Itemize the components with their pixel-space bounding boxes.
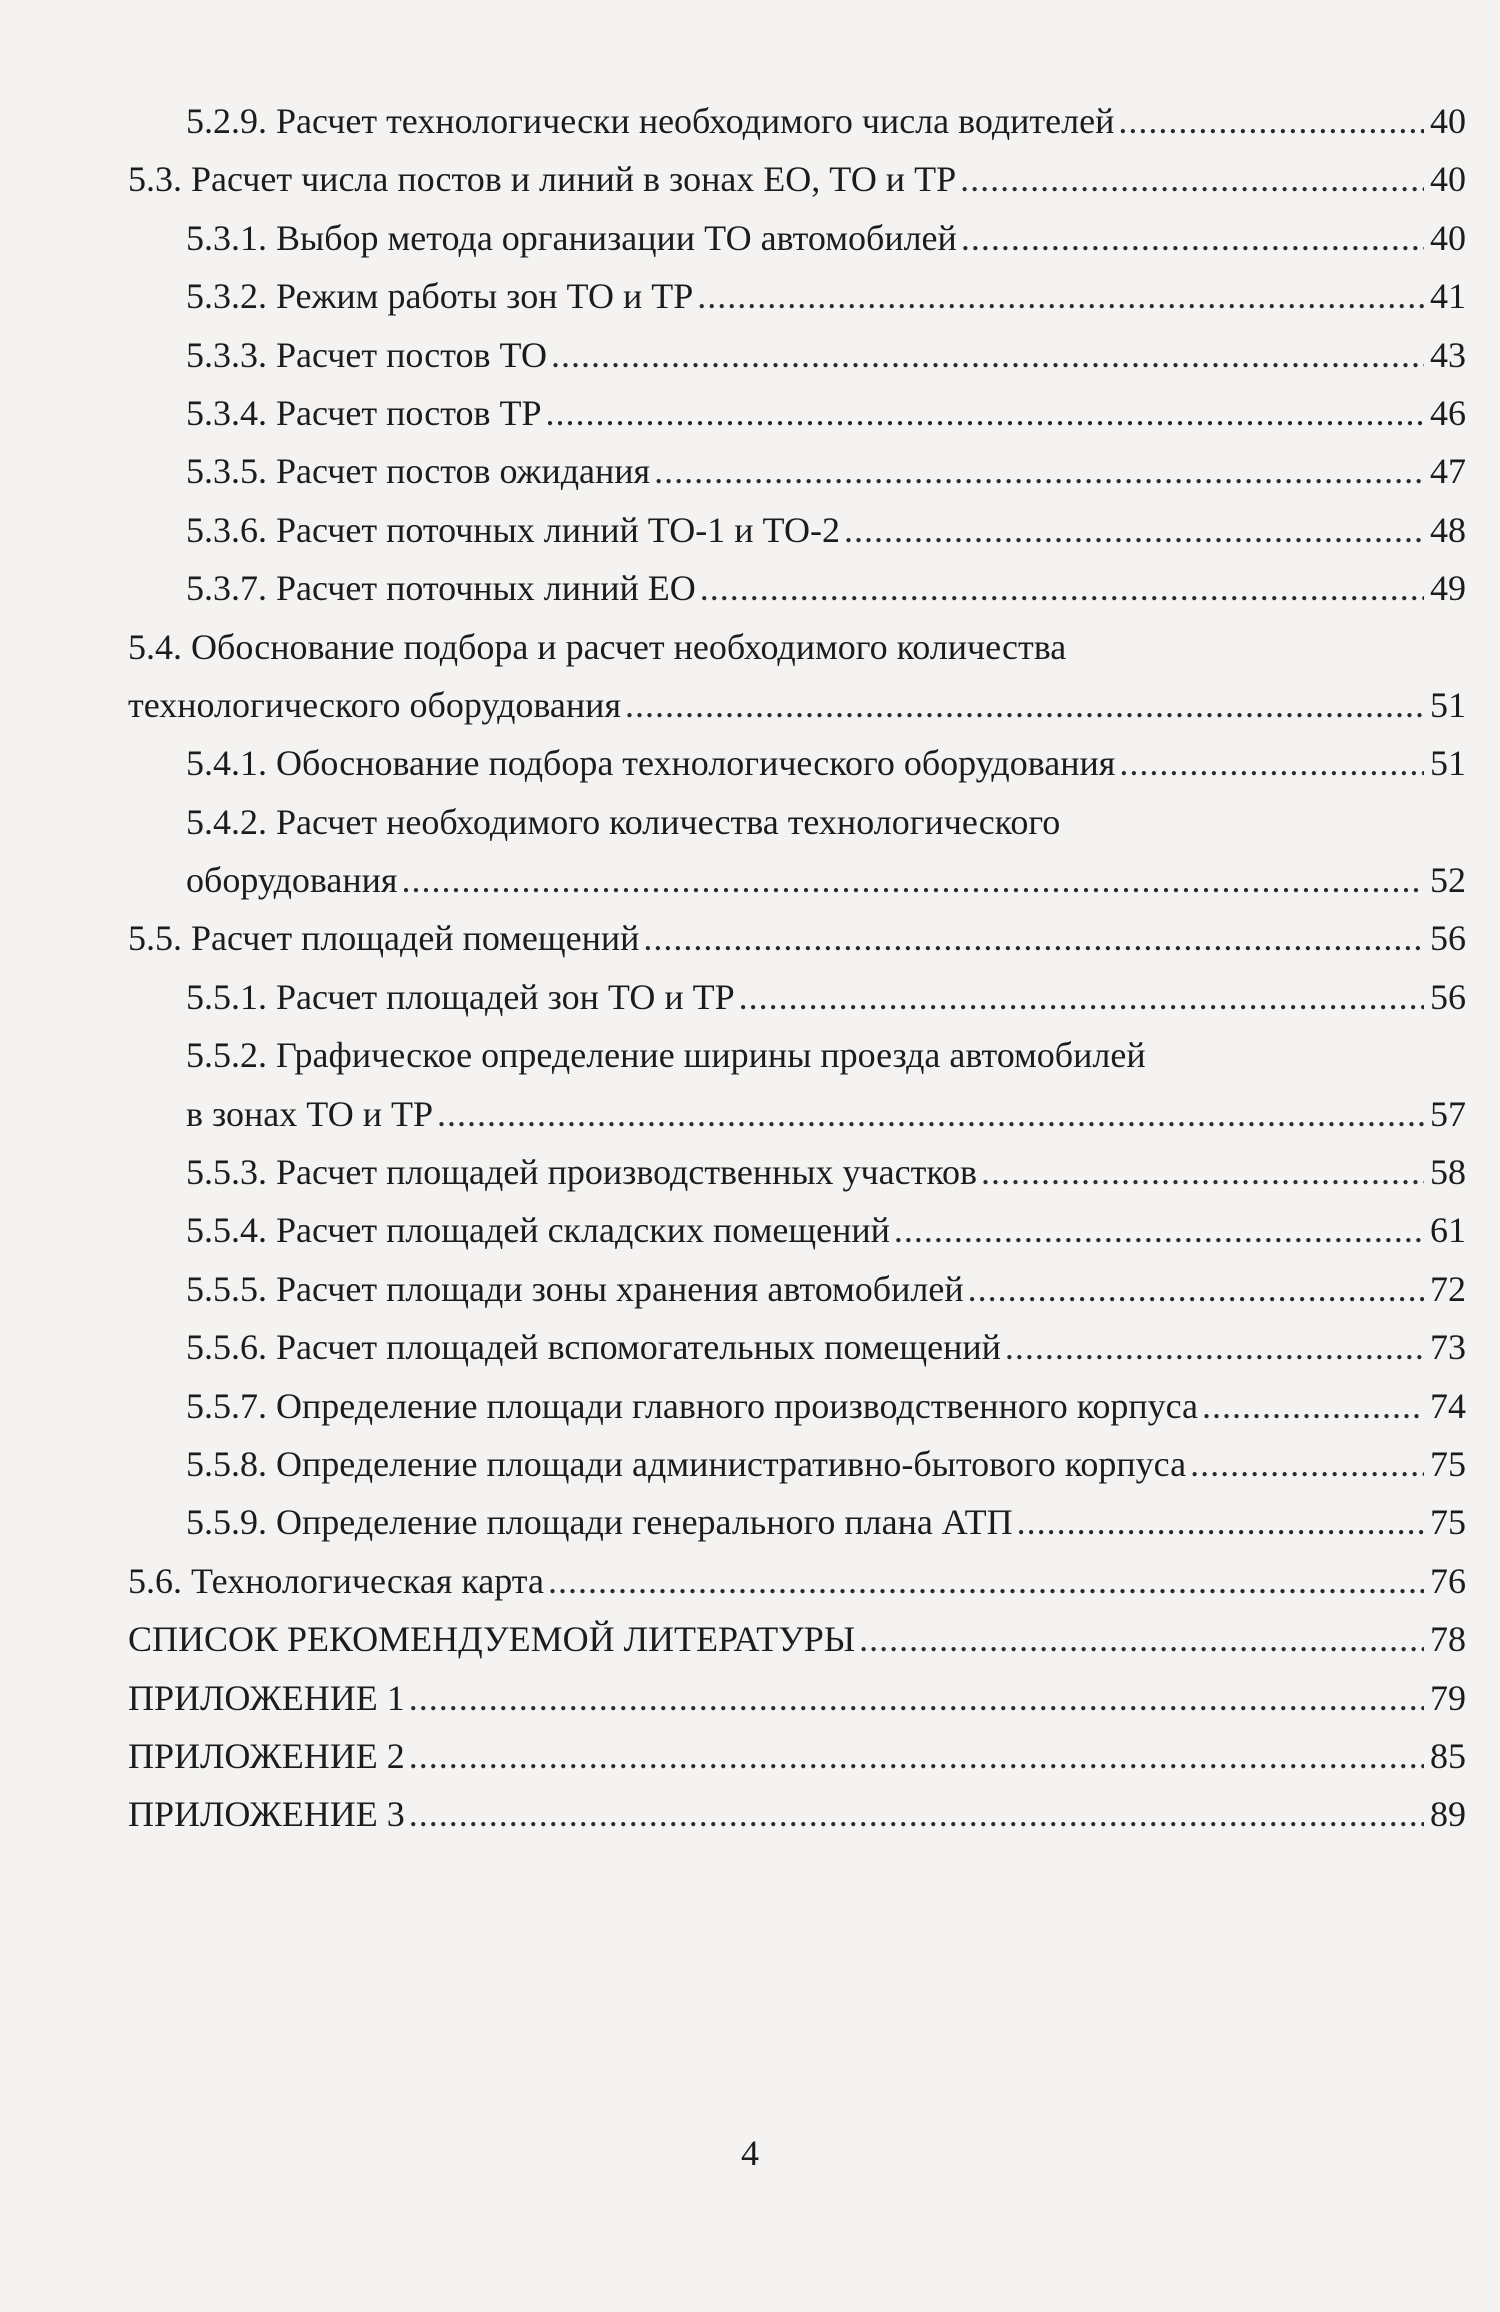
toc-entry xyxy=(0,1785,1500,1843)
dot-leader xyxy=(548,1552,1424,1610)
toc-entry-title: 5.5.7. Определение площади главного производственного корпуса xyxy=(186,1385,1199,1426)
toc-entry-title: технологического оборудования xyxy=(128,684,621,725)
toc-entry xyxy=(0,442,1500,500)
toc-entry xyxy=(0,676,1500,734)
toc-page-number: 46 xyxy=(1430,392,1466,433)
toc-entry xyxy=(0,1552,1500,1610)
toc-entry-title: в зонах ТО и ТР xyxy=(186,1093,434,1134)
toc-entry-title: 5.3.3. Расчет постов ТО xyxy=(186,334,547,375)
toc-entry xyxy=(0,1260,1500,1318)
dot-leader xyxy=(437,1085,1424,1143)
toc-entry xyxy=(0,501,1500,559)
toc-entry-title: 5.3.4. Расчет постов ТР xyxy=(186,392,542,433)
toc-entry xyxy=(0,1201,1500,1259)
toc-entry-title: 5.5.8. Определение площади административно-бытового корпуса xyxy=(186,1443,1187,1484)
dot-leader xyxy=(654,442,1424,500)
toc-entry xyxy=(0,1085,1500,1143)
toc-page-number: 57 xyxy=(1430,1093,1466,1134)
table-of-contents xyxy=(0,92,1500,1844)
toc-entry xyxy=(0,384,1500,442)
toc-entry-first-line xyxy=(0,793,1500,851)
dot-leader xyxy=(409,1785,1424,1843)
page-number: 4 xyxy=(741,2133,759,2173)
dot-leader xyxy=(960,150,1424,208)
toc-entry-title: 5.2.9. Расчет технологически необходимого числа водителей xyxy=(186,101,1115,141)
toc-entry-title: оборудования xyxy=(186,860,398,901)
toc-page-number: 51 xyxy=(1430,743,1466,784)
toc-page-number: 78 xyxy=(1430,1619,1466,1660)
toc-entry xyxy=(0,326,1500,384)
dot-leader xyxy=(401,851,1424,909)
toc-entry xyxy=(0,968,1500,1026)
dot-leader xyxy=(697,267,1424,325)
toc-page-number: 40 xyxy=(1430,159,1466,200)
toc-page-number: 85 xyxy=(1430,1735,1466,1776)
toc-entry-title: ПРИЛОЖЕНИЕ 1 xyxy=(128,1677,405,1718)
dot-leader xyxy=(844,501,1424,559)
dot-leader xyxy=(1202,1377,1424,1435)
toc-page-number: 73 xyxy=(1430,1327,1466,1368)
toc-entry-first-line xyxy=(0,618,1500,676)
dot-leader xyxy=(1118,92,1424,150)
toc-entry-title: 5.3.5. Расчет постов ожидания xyxy=(186,451,651,492)
toc-entry xyxy=(0,1493,1500,1551)
dot-leader xyxy=(1017,1493,1424,1551)
toc-entry xyxy=(0,150,1500,208)
dot-leader xyxy=(961,209,1424,267)
dot-leader xyxy=(1119,734,1424,792)
toc-page-number: 75 xyxy=(1430,1502,1466,1543)
toc-entry xyxy=(0,1435,1500,1493)
toc-entry-title: СПИСОК РЕКОМЕНДУЕМОЙ ЛИТЕРАТУРЫ xyxy=(128,1619,856,1660)
dot-leader xyxy=(859,1610,1424,1668)
dot-leader xyxy=(545,384,1424,442)
toc-page-number: 75 xyxy=(1430,1443,1466,1484)
dot-leader xyxy=(551,326,1424,384)
toc-entry xyxy=(0,1377,1500,1435)
toc-entry xyxy=(0,1669,1500,1727)
toc-entry xyxy=(0,851,1500,909)
dot-leader xyxy=(981,1143,1424,1201)
toc-entry-title: 5.4.1. Обоснование подбора технологического оборудования xyxy=(186,743,1116,784)
toc-entry xyxy=(0,1143,1500,1201)
toc-page-number: 76 xyxy=(1430,1560,1466,1601)
dot-leader xyxy=(643,909,1424,967)
toc-entry-title: 5.3.7. Расчет поточных линий ЕО xyxy=(186,568,696,609)
toc-entry xyxy=(0,92,1500,150)
toc-entry xyxy=(0,559,1500,617)
toc-page-number: 72 xyxy=(1430,1268,1466,1309)
dot-leader xyxy=(625,676,1424,734)
toc-page-number: 41 xyxy=(1430,276,1466,317)
dot-leader xyxy=(409,1669,1424,1727)
toc-entry-title: 5.5.6. Расчет площадей вспомогательных помещений xyxy=(186,1327,1001,1368)
toc-page-number: 58 xyxy=(1430,1152,1466,1193)
toc-entry-title: 5.3.2. Режим работы зон ТО и ТР xyxy=(186,276,694,317)
toc-entry-title: 5.5.3. Расчет площадей производственных участков xyxy=(186,1152,977,1193)
toc-entry-title: 5.5.4. Расчет площадей складских помещений xyxy=(186,1210,890,1251)
toc-entry xyxy=(0,1727,1500,1785)
toc-entry-title: 5.4. Обоснование подбора и расчет необходимого количества xyxy=(128,626,1067,667)
toc-entry-first-line xyxy=(0,1026,1500,1084)
toc-page-number: 56 xyxy=(1430,918,1466,959)
toc-entry-title: 5.5.5. Расчет площади зоны хранения автомобилей xyxy=(186,1268,964,1309)
toc-page-number: 89 xyxy=(1430,1794,1466,1835)
toc-entry-title: 5.3.1. Выбор метода организации ТО автомобилей xyxy=(186,217,957,258)
toc-entry xyxy=(0,1318,1500,1376)
toc-entry-title: ПРИЛОЖЕНИЕ 2 xyxy=(128,1735,405,1776)
toc-page-number: 48 xyxy=(1430,509,1466,550)
toc-entry xyxy=(0,1610,1500,1668)
dot-leader xyxy=(968,1260,1424,1318)
toc-entry-title: 5.5.2. Графическое определение ширины проезда автомобилей xyxy=(186,1035,1146,1076)
toc-page-number: 61 xyxy=(1430,1210,1466,1251)
toc-entry-title: 5.5.1. Расчет площадей зон ТО и ТР xyxy=(186,976,735,1017)
toc-page-number: 56 xyxy=(1430,976,1466,1017)
toc-page-number: 52 xyxy=(1430,860,1466,901)
dot-leader xyxy=(1190,1435,1424,1493)
toc-page-number: 40 xyxy=(1430,101,1466,141)
toc-page-number: 47 xyxy=(1430,451,1466,492)
toc-entry-title: ПРИЛОЖЕНИЕ 3 xyxy=(128,1794,405,1835)
toc-page-number: 43 xyxy=(1430,334,1466,375)
toc-entry xyxy=(0,909,1500,967)
dot-leader xyxy=(409,1727,1424,1785)
toc-entry xyxy=(0,267,1500,325)
toc-page-number: 40 xyxy=(1430,217,1466,258)
toc-page-number: 74 xyxy=(1430,1385,1466,1426)
toc-entry-title: 5.5. Расчет площадей помещений xyxy=(128,918,640,959)
toc-entry-title: 5.4.2. Расчет необходимого количества технологического xyxy=(186,801,1061,842)
toc-page-number: 51 xyxy=(1430,684,1466,725)
toc-entry xyxy=(0,209,1500,267)
dot-leader xyxy=(894,1201,1424,1259)
toc-page-number: 79 xyxy=(1430,1677,1466,1718)
toc-entry xyxy=(0,734,1500,792)
toc-entry-title: 5.6. Технологическая карта xyxy=(128,1560,544,1601)
dot-leader xyxy=(739,968,1424,1026)
toc-entry-title: 5.3.6. Расчет поточных линий ТО-1 и ТО-2 xyxy=(186,509,841,550)
toc-page-number: 49 xyxy=(1430,568,1466,609)
toc-entry-title: 5.5.9. Определение площади генерального плана АТП xyxy=(186,1502,1013,1543)
dot-leader xyxy=(700,559,1424,617)
dot-leader xyxy=(1005,1318,1424,1376)
toc-entry-title: 5.3. Расчет числа постов и линий в зонах ЕО, ТО и ТР xyxy=(128,159,957,200)
